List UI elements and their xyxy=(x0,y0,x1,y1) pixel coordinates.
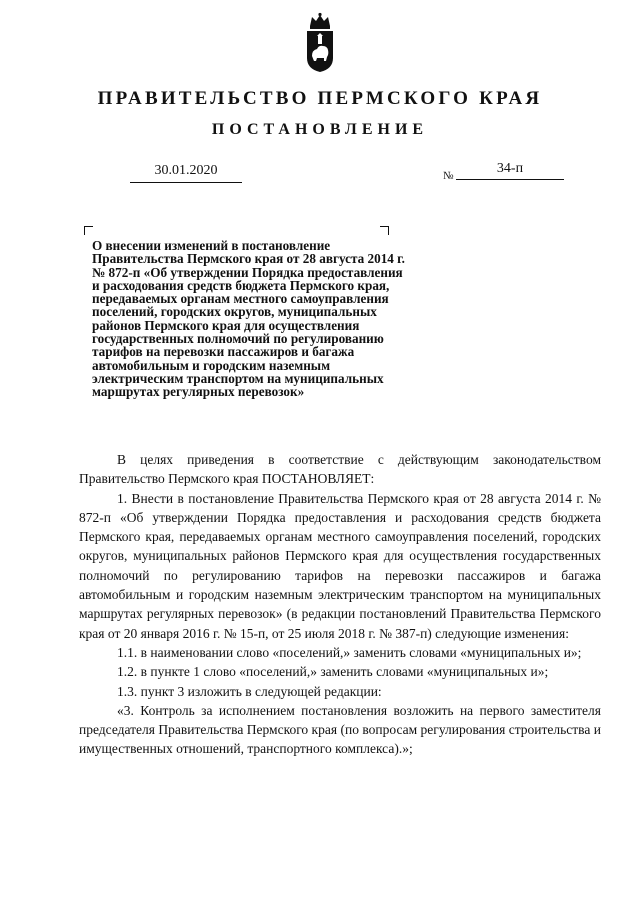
subject-line: маршрутах регулярных перевозок» xyxy=(92,384,305,400)
number-sign: № xyxy=(443,170,454,182)
perm-krai-coat-of-arms-icon xyxy=(303,12,337,74)
subject-corner-right xyxy=(380,226,389,235)
document-date: 30.01.2020 xyxy=(154,163,218,178)
subject-line: № 872-п «Об утверждении Порядка предоставления xyxy=(92,264,403,280)
document-subject xyxy=(92,239,472,399)
government-title: ПРАВИТЕЛЬСТВО ПЕРМСКОГО КРАЯ xyxy=(97,88,543,109)
number-underline xyxy=(456,179,564,180)
document-number: 34-п xyxy=(496,161,524,176)
clause-1-paragraph: 1. Внести в постановление Правительства Пермского края от 28 августа 2014 г. № 872-п «Об утверждении Порядка предоставления и расходования средств бюджета Пермского края, передаваемых органам местного самоуправления поселений, городских округов, муниципальных районов Пермского края для осуществления государственных полномочий по регулированию тарифов на перевозки пассажиров и багажа автомобильным и городским наземным электрическим транспортом на муниципальных маршрутах регулярных перевозок» (в редакции постановлений Правительства Пермского края от 20 января 2016 г. № 15-п, от 25 июля 2018 г. № 387-п) следующие изменения: xyxy=(79,490,601,641)
subject-line: тарифов на перевозки пассажиров и багажа xyxy=(92,344,355,360)
subject-line: государственных полномочий по регулированию xyxy=(92,331,384,347)
subject-line: поселений, городских округов, муниципальных xyxy=(92,304,377,320)
subject-line: Правительства Пермского края от 28 августа 2014 г. xyxy=(92,251,405,267)
subject-line: автомобильным и городским наземным xyxy=(92,357,331,373)
clause-1-1-paragraph: 1.1. в наименовании слово «поселений,» заменить словами «муниципальных и»; xyxy=(117,644,582,660)
subject-line: передаваемых органам местного самоуправления xyxy=(92,291,389,307)
subject-line: электрическим транспортом на муниципальных xyxy=(92,370,384,386)
date-underline xyxy=(130,182,242,183)
document-type-title: ПОСТАНОВЛЕНИЕ xyxy=(211,121,429,138)
clause-1-2-paragraph: 1.2. в пункте 1 слово «поселений,» заменить словами «муниципальных и»; xyxy=(117,664,549,680)
subject-line: и расходования средств бюджета Пермского края, xyxy=(92,277,390,293)
subject-line: О внесении изменений в постановление xyxy=(92,238,331,253)
preamble-paragraph: В целях приведения в соответствие с действующим законодательством Правительство Пермского края ПОСТАНОВЛЯЕТ: xyxy=(79,452,601,487)
subject-corner-left xyxy=(84,226,93,235)
clause-3-quote-paragraph: «3. Контроль за исполнением постановления возложить на первого заместителя председателя Правительства Пермского края (по вопросам регулирования строительства и имущественных отношений, транспортного комплекса).»; xyxy=(79,702,601,757)
subject-line: районов Пермского края для осуществления xyxy=(92,317,360,333)
document-body xyxy=(79,450,601,759)
clause-1-3-paragraph: 1.3. пункт 3 изложить в следующей редакции: xyxy=(117,683,382,699)
